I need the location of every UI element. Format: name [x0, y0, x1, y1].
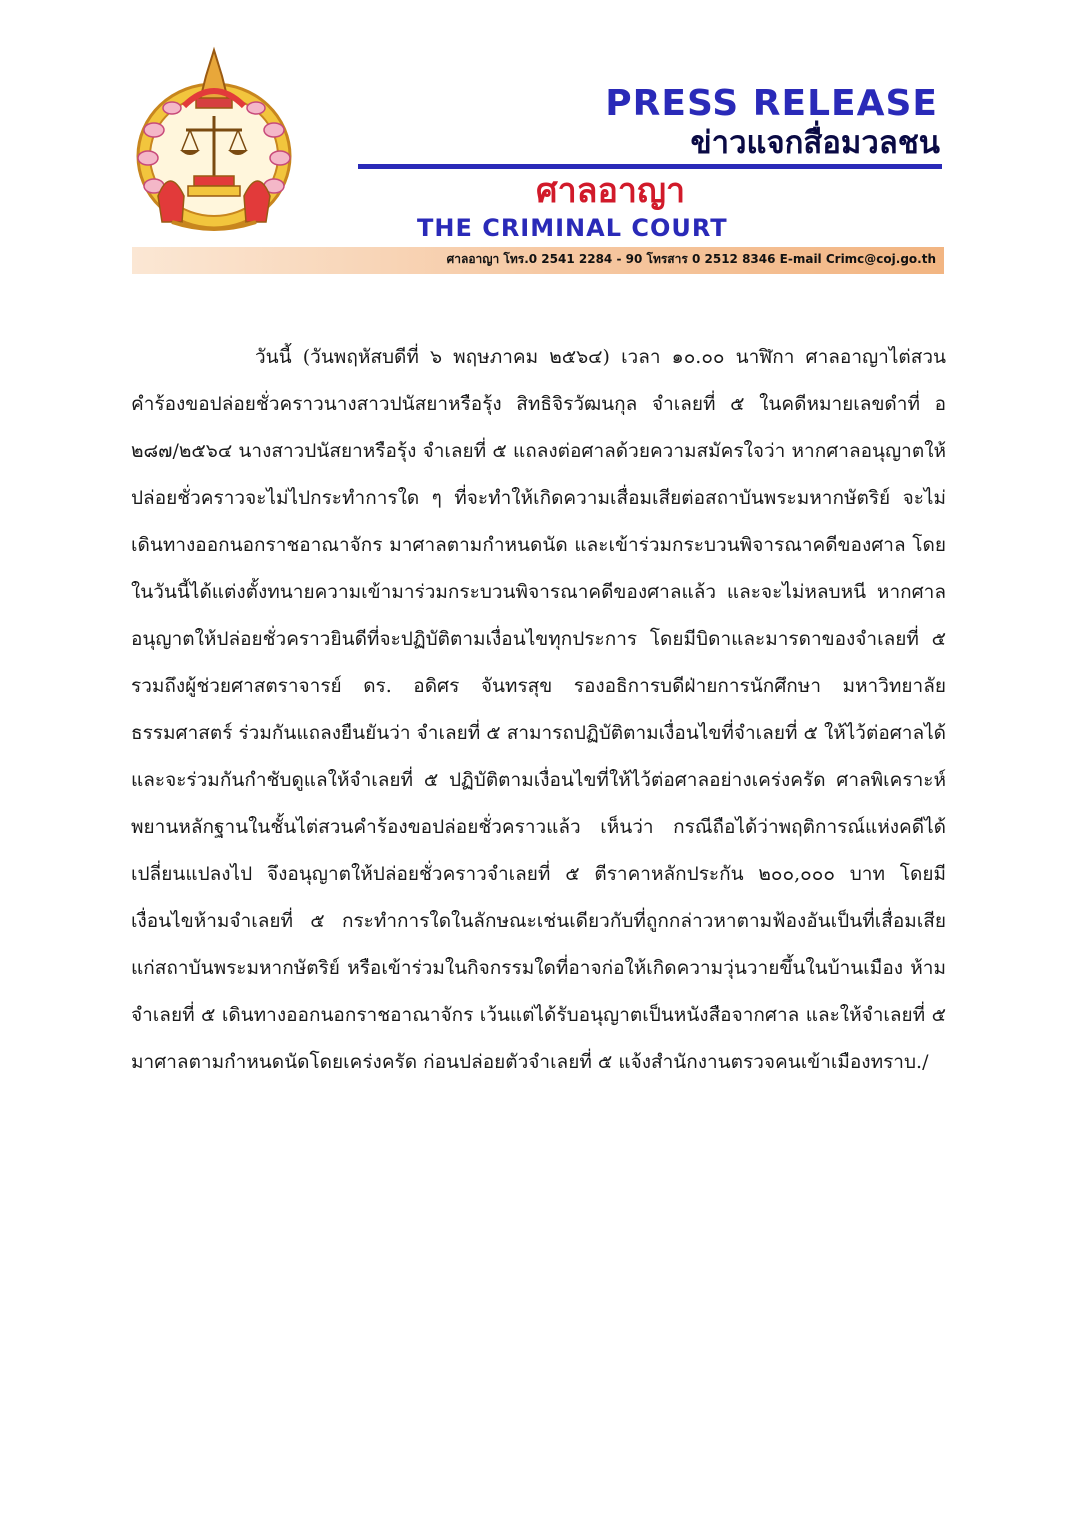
- contact-band: [132, 247, 944, 274]
- court-seal-icon: [132, 46, 296, 234]
- court-name-english: THE CRIMINAL COURT: [417, 214, 728, 242]
- press-release-body: วันนี้ (วันพฤหัสบดีที่ ๖ พฤษภาคม ๒๕๖๔) เวลา ๑๐.๐๐ นาฬิกา ศาลอาญาไต่สวนคำร้องขอปล่อยชั่วคราวนางสาวปนัสยาหรือรุ้ง สิทธิจิรวัฒนกุล จำเลยที่ ๕ ในคดีหมายเลขดำที่ อ ๒๘๗/๒๕๖๔ นางสาวปนัสยาหรือรุ้ง จำเลยที่ ๕ แถลงต่อศาลด้วยความสมัครใจว่า หากศาลอนุญาตให้ปล่อยชั่วคราวจะไม่ไปกระทำการใด ๆ ที่จะทำให้เกิดความเสื่อมเสียต่อสถาบันพระมหากษัตริย์ จะไม่เดินทางออกนอกราชอาณาจักร มาศาลตามกำหนดนัด และเข้าร่วมกระบวนพิจารณาคดีของศาล โดยในวันนี้ได้แต่งตั้งทนายความเข้ามาร่วมกระบวนพิจารณาคดีของศาลแล้ว และจะไม่หลบหนี หากศาลอนุญาตให้ปล่อยชั่วคราวยินดีที่จะปฏิบัติตามเงื่อนไขทุกประการ โดยมีบิดาและมารดาของจำเลยที่ ๕ รวมถึงผู้ช่วยศาสตราจารย์ ดร. อดิศร จันทรสุข รองอธิการบดีฝ่ายการนักศึกษา มหาวิทยาลัยธรรมศาสตร์ ร่วมกันแถลงยืนยันว่า จำเลยที่ ๕ สามารถปฏิบัติตามเงื่อนไขที่จำเลยที่ ๕ ให้ไว้ต่อศาลได้ และจะร่วมกันกำชับดูแลให้จำเลยที่ ๕ ปฏิบัติตามเงื่อนไขที่ให้ไว้ต่อศาลอย่างเคร่งครัด ศาลพิเคราะห์พยานหลักฐานในชั้นไต่สวนคำร้องขอปล่อยชั่วคราวแล้ว เห็นว่า กรณีถือได้ว่าพฤติการณ์แห่งคดีได้เปลี่ยนแปลงไป จึงอนุญาตให้ปล่อยชั่วคราวจำเลยที่ ๕ ตีราคาหลักประกัน ๒๐๐,๐๐๐ บาท โดยมีเงื่อนไขห้ามจำเลยที่ ๕ กระทำการใดในลักษณะเช่นเดียวกับที่ถูกกล่าวหาตามฟ้องอันเป็นที่เสื่อมเสียแก่สถาบันพระมหากษัตริย์ หรือเข้าร่วมในกิจกรรมใดที่อาจก่อให้เกิดความวุ่นวายขึ้นในบ้านเมือง ห้ามจำเลยที่ ๕ เดินทางออกนอกราชอาณาจักร เว้นแต่ได้รับอนุญาตเป็นหนังสือจากศาล และให้จำเลยที่ ๕ มาศาลตามกำหนดนัดโดยเคร่งครัด ก่อนปล่อยตัวจำเลยที่ ๕ แจ้งสำนักงานตรวจคนเข้าเมืองทราบ./: [131, 346, 946, 1073]
- contact-info: ศาลอาญา โทร.0 2541 2284 - 90 โทรสาร 0 2512 8346 E-mail Crimc@coj.go.th: [446, 252, 936, 266]
- press-release-title: PRESS RELEASE: [605, 83, 938, 124]
- header-divider: [358, 164, 942, 169]
- court-name-thai: ศาลอาญา: [536, 171, 686, 211]
- letterhead: [132, 40, 944, 276]
- press-release-subtitle: ข่าวแจกสื่อมวลชน: [690, 125, 940, 161]
